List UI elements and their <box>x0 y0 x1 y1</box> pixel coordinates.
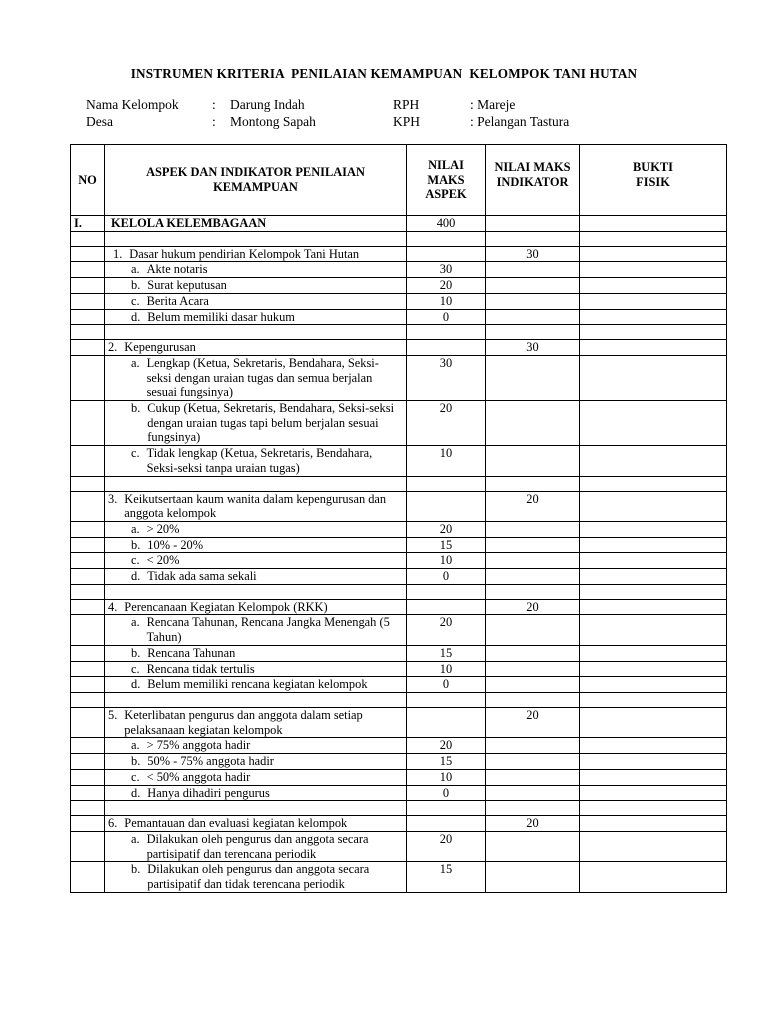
empty-cell <box>486 584 580 599</box>
empty-cell <box>580 692 727 707</box>
list-marker: b. <box>131 645 141 660</box>
empty-cell <box>71 816 105 832</box>
criteria-value: 0 <box>407 677 486 693</box>
list-text: 50% - 75% anggota hadir <box>147 754 274 769</box>
empty-cell <box>407 340 486 356</box>
list-text: Dasar hukum pendirian Kelompok Tani Hutan <box>129 246 360 261</box>
criteria-row <box>71 661 727 677</box>
list-marker: b. <box>131 754 141 769</box>
criteria-value: 20 <box>407 738 486 754</box>
list-text: Keikutsertaan kaum wanita dalam kepengurusan dan anggota kelompok <box>124 491 387 521</box>
list-text: > 75% anggota hadir <box>146 738 251 753</box>
empty-cell <box>407 491 486 521</box>
empty-cell <box>486 785 580 801</box>
empty-cell <box>105 801 407 816</box>
list-text: Belum memiliki dasar hukum <box>147 309 295 324</box>
criteria-label <box>105 738 407 754</box>
empty-cell <box>105 476 407 491</box>
criteria-value: 15 <box>407 537 486 553</box>
list-marker: b. <box>131 537 141 552</box>
criteria-row <box>71 785 727 801</box>
empty-cell <box>486 645 580 661</box>
empty-cell <box>580 340 727 356</box>
list-text: Rencana Tahunan, Rencana Jangka Menengah (5 Tahun) <box>146 615 390 645</box>
empty-cell <box>580 769 727 785</box>
empty-cell <box>71 754 105 770</box>
empty-cell <box>407 231 486 246</box>
list-text: Surat keputusan <box>147 278 227 293</box>
criteria-label <box>105 309 407 325</box>
empty-cell <box>580 476 727 491</box>
empty-cell <box>486 831 580 861</box>
header-nilai-maks-aspek: NILAI MAKS ASPEK <box>407 145 486 216</box>
indicator-row <box>71 246 727 262</box>
empty-cell <box>580 521 727 537</box>
criteria-value: 30 <box>407 262 486 278</box>
indicator-row <box>71 599 727 615</box>
criteria-row <box>71 831 727 861</box>
empty-cell <box>580 599 727 615</box>
empty-cell <box>486 738 580 754</box>
list-marker: 3. <box>108 491 118 506</box>
list-marker: c. <box>131 293 140 308</box>
header-aspek: ASPEK DAN INDIKATOR PENILAIAN KEMAMPUAN <box>105 145 407 216</box>
empty-cell <box>580 785 727 801</box>
empty-cell <box>71 246 105 262</box>
criteria-label <box>105 521 407 537</box>
criteria-value: 0 <box>407 309 486 325</box>
list-marker: 6. <box>108 816 118 831</box>
spacer-row <box>71 231 727 246</box>
criteria-label <box>105 615 407 645</box>
empty-cell <box>71 661 105 677</box>
list-marker: d. <box>131 677 141 692</box>
list-marker: b. <box>131 401 141 416</box>
list-marker: a. <box>131 615 140 630</box>
empty-cell <box>486 476 580 491</box>
meta-nama-kelompok-value: Darung Indah <box>230 97 305 112</box>
empty-cell <box>486 231 580 246</box>
meta-colon: : <box>212 114 216 129</box>
empty-cell <box>486 801 580 816</box>
empty-cell <box>486 769 580 785</box>
empty-cell <box>580 862 727 892</box>
empty-cell <box>71 537 105 553</box>
criteria-value: 20 <box>407 401 486 446</box>
criteria-value: 10 <box>407 661 486 677</box>
list-text: Pemantauan dan evaluasi kegiatan kelompok <box>124 816 348 831</box>
empty-cell <box>486 521 580 537</box>
indicator-row <box>71 491 727 521</box>
empty-cell <box>486 569 580 585</box>
criteria-label <box>105 262 407 278</box>
list-marker: c. <box>131 446 140 461</box>
section-number: I. <box>71 216 105 232</box>
empty-cell <box>580 446 727 476</box>
criteria-row <box>71 615 727 645</box>
criteria-label <box>105 537 407 553</box>
empty-cell <box>580 262 727 278</box>
criteria-row <box>71 569 727 585</box>
criteria-value: 30 <box>407 355 486 400</box>
spacer-row <box>71 692 727 707</box>
criteria-label <box>105 677 407 693</box>
list-text: Lengkap (Ketua, Sekretaris, Bendahara, Seksi-seksi dengan uraian tugas dan semua berjalan sesuai fungsinya) <box>146 355 379 400</box>
criteria-value: 10 <box>407 769 486 785</box>
empty-cell <box>486 401 580 446</box>
list-marker: 5. <box>108 707 118 722</box>
criteria-label <box>105 754 407 770</box>
empty-cell <box>580 231 727 246</box>
empty-cell <box>71 738 105 754</box>
list-text: Tidak ada sama sekali <box>147 569 257 584</box>
header-no: NO <box>71 145 105 216</box>
criteria-value: 0 <box>407 785 486 801</box>
criteria-value: 20 <box>407 278 486 294</box>
list-text: Belum memiliki rencana kegiatan kelompok <box>147 677 368 692</box>
list-text: Akte notaris <box>146 262 208 277</box>
list-marker: a. <box>131 355 140 370</box>
list-text: Cukup (Ketua, Sekretaris, Bendahara, Seksi-seksi dengan uraian tugas tapi belum berjalan sesuai fungsinya) <box>147 401 395 445</box>
empty-cell <box>105 584 407 599</box>
criteria-label <box>105 569 407 585</box>
list-marker: c. <box>131 553 140 568</box>
criteria-label <box>105 645 407 661</box>
empty-cell <box>580 278 727 294</box>
assessment-table <box>70 144 727 893</box>
empty-cell <box>580 553 727 569</box>
criteria-value: 10 <box>407 553 486 569</box>
empty-cell <box>580 645 727 661</box>
indicator-row <box>71 816 727 832</box>
meta-colon: : <box>212 97 216 112</box>
empty-cell <box>71 801 105 816</box>
list-text: Hanya dihadiri pengurus <box>147 785 270 800</box>
empty-cell <box>486 615 580 645</box>
list-marker: 4. <box>108 599 118 614</box>
indicator-label <box>105 599 407 615</box>
empty-cell <box>71 599 105 615</box>
empty-cell <box>71 401 105 446</box>
criteria-row <box>71 645 727 661</box>
empty-cell <box>580 491 727 521</box>
indicator-max: 30 <box>486 340 580 356</box>
empty-cell <box>71 278 105 294</box>
indicator-max: 20 <box>486 491 580 521</box>
criteria-row <box>71 293 727 309</box>
criteria-value: 10 <box>407 446 486 476</box>
indicator-row <box>71 707 727 737</box>
section-row <box>71 216 727 232</box>
empty-cell <box>486 677 580 693</box>
criteria-value: 10 <box>407 293 486 309</box>
list-text: Rencana Tahunan <box>147 645 236 660</box>
list-text: Dilakukan oleh pengurus dan anggota secara partisipatif dan terencana periodik <box>146 831 369 861</box>
criteria-row <box>71 862 727 892</box>
meta-rph-value: : Mareje <box>470 97 516 112</box>
criteria-value: 15 <box>407 862 486 892</box>
empty-cell <box>407 599 486 615</box>
empty-cell <box>486 325 580 340</box>
list-marker: b. <box>131 278 141 293</box>
spacer-row <box>71 476 727 491</box>
criteria-label <box>105 355 407 400</box>
empty-cell <box>71 340 105 356</box>
empty-cell <box>486 537 580 553</box>
list-text: > 20% <box>146 521 180 536</box>
spacer-row <box>71 325 727 340</box>
indicator-max: 20 <box>486 599 580 615</box>
list-text: < 50% anggota hadir <box>146 769 251 784</box>
list-marker: a. <box>131 262 140 277</box>
indicator-max: 30 <box>486 246 580 262</box>
empty-cell <box>71 785 105 801</box>
criteria-label <box>105 862 407 892</box>
empty-cell <box>580 738 727 754</box>
empty-cell <box>71 645 105 661</box>
empty-cell <box>580 816 727 832</box>
empty-cell <box>407 801 486 816</box>
criteria-row <box>71 738 727 754</box>
meta-nama-kelompok-label: Nama Kelompok <box>86 97 179 112</box>
empty-cell <box>580 309 727 325</box>
criteria-row <box>71 754 727 770</box>
empty-cell <box>105 231 407 246</box>
empty-cell <box>580 569 727 585</box>
empty-cell <box>486 754 580 770</box>
empty-cell <box>71 584 105 599</box>
criteria-label <box>105 553 407 569</box>
empty-cell <box>71 355 105 400</box>
empty-cell <box>486 216 580 232</box>
list-text: Berita Acara <box>146 293 209 308</box>
empty-cell <box>580 584 727 599</box>
list-marker: d. <box>131 785 141 800</box>
criteria-label <box>105 446 407 476</box>
indicator-max: 20 <box>486 707 580 737</box>
empty-cell <box>105 692 407 707</box>
empty-cell <box>407 325 486 340</box>
criteria-label <box>105 401 407 446</box>
empty-cell <box>71 476 105 491</box>
indicator-label <box>105 246 407 262</box>
empty-cell <box>407 476 486 491</box>
empty-cell <box>71 692 105 707</box>
list-marker: a. <box>131 831 140 846</box>
list-marker: d. <box>131 309 141 324</box>
empty-cell <box>71 309 105 325</box>
criteria-row <box>71 446 727 476</box>
empty-cell <box>580 216 727 232</box>
section-label: KELOLA KELEMBAGAAN <box>105 216 407 232</box>
criteria-row <box>71 401 727 446</box>
list-text: Keterlibatan pengurus dan anggota dalam setiap pelaksanaan kegiatan kelompok <box>124 707 363 737</box>
criteria-row <box>71 769 727 785</box>
empty-cell <box>71 569 105 585</box>
empty-cell <box>71 446 105 476</box>
criteria-row <box>71 309 727 325</box>
list-text: Perencanaan Kegiatan Kelompok (RKK) <box>124 599 328 614</box>
empty-cell <box>580 293 727 309</box>
list-marker: a. <box>131 521 140 536</box>
criteria-row <box>71 553 727 569</box>
empty-cell <box>71 677 105 693</box>
empty-cell <box>486 278 580 294</box>
section-nilai: 400 <box>407 216 486 232</box>
criteria-row <box>71 355 727 400</box>
meta-rph-label: RPH <box>393 97 420 112</box>
empty-cell <box>486 692 580 707</box>
empty-cell <box>580 401 727 446</box>
list-text: Kepengurusan <box>124 340 196 355</box>
criteria-value: 15 <box>407 645 486 661</box>
document-title: INSTRUMEN KRITERIA PENILAIAN KEMAMPUAN KELOMPOK TANI HUTAN <box>130 66 638 81</box>
criteria-value: 20 <box>407 615 486 645</box>
indicator-label <box>105 491 407 521</box>
list-marker: c. <box>131 769 140 784</box>
list-marker: 1. <box>113 246 123 261</box>
empty-cell <box>486 553 580 569</box>
empty-cell <box>71 553 105 569</box>
empty-cell <box>407 692 486 707</box>
list-marker: 2. <box>108 340 118 355</box>
list-text: Dilakukan oleh pengurus dan anggota secara partisipatif dan tidak terencana periodik <box>147 862 370 892</box>
list-text: < 20% <box>146 553 180 568</box>
criteria-value: 20 <box>407 831 486 861</box>
empty-cell <box>71 831 105 861</box>
meta-kph-value: : Pelangan Tastura <box>470 114 570 129</box>
list-text: 10% - 20% <box>147 537 204 552</box>
empty-cell <box>71 521 105 537</box>
meta-desa-label: Desa <box>86 114 113 129</box>
empty-cell <box>407 246 486 262</box>
criteria-value: 0 <box>407 569 486 585</box>
list-marker: b. <box>131 862 141 877</box>
spacer-row <box>71 801 727 816</box>
empty-cell <box>71 769 105 785</box>
indicator-label <box>105 816 407 832</box>
empty-cell <box>580 246 727 262</box>
empty-cell <box>580 801 727 816</box>
empty-cell <box>580 707 727 737</box>
empty-cell <box>71 293 105 309</box>
list-text: Tidak lengkap (Ketua, Sekretaris, Bendahara, Seksi-seksi tanpa uraian tugas) <box>146 446 373 475</box>
empty-cell <box>580 661 727 677</box>
criteria-value: 15 <box>407 754 486 770</box>
empty-cell <box>486 293 580 309</box>
empty-cell <box>407 816 486 832</box>
empty-cell <box>71 325 105 340</box>
spacer-row <box>71 584 727 599</box>
empty-cell <box>71 231 105 246</box>
criteria-row <box>71 537 727 553</box>
criteria-label <box>105 661 407 677</box>
header-bukti-fisik: BUKTI FISIK <box>580 145 727 216</box>
empty-cell <box>105 325 407 340</box>
empty-cell <box>71 707 105 737</box>
list-text: Rencana tidak tertulis <box>146 661 255 676</box>
empty-cell <box>71 491 105 521</box>
empty-cell <box>486 355 580 400</box>
empty-cell <box>580 677 727 693</box>
empty-cell <box>486 262 580 278</box>
empty-cell <box>580 325 727 340</box>
criteria-label <box>105 293 407 309</box>
empty-cell <box>580 831 727 861</box>
indicator-row <box>71 340 727 356</box>
empty-cell <box>486 862 580 892</box>
empty-cell <box>407 584 486 599</box>
criteria-row <box>71 521 727 537</box>
header-nilai-maks-indikator: NILAI MAKS INDIKATOR <box>486 145 580 216</box>
empty-cell <box>486 661 580 677</box>
criteria-label <box>105 278 407 294</box>
indicator-label <box>105 707 407 737</box>
indicator-label <box>105 340 407 356</box>
criteria-label <box>105 785 407 801</box>
empty-cell <box>486 309 580 325</box>
indicator-max: 20 <box>486 816 580 832</box>
empty-cell <box>580 537 727 553</box>
list-marker: a. <box>131 738 140 753</box>
empty-cell <box>407 707 486 737</box>
empty-cell <box>71 615 105 645</box>
criteria-row <box>71 262 727 278</box>
criteria-value: 20 <box>407 521 486 537</box>
empty-cell <box>486 446 580 476</box>
meta-desa-value: Montong Sapah <box>230 114 316 129</box>
list-marker: c. <box>131 661 140 676</box>
criteria-row <box>71 278 727 294</box>
meta-kph-label: KPH <box>393 114 421 129</box>
list-marker: d. <box>131 569 141 584</box>
criteria-label <box>105 831 407 861</box>
empty-cell <box>71 262 105 278</box>
empty-cell <box>580 615 727 645</box>
empty-cell <box>580 754 727 770</box>
empty-cell <box>580 355 727 400</box>
criteria-label <box>105 769 407 785</box>
empty-cell <box>71 862 105 892</box>
criteria-row <box>71 677 727 693</box>
